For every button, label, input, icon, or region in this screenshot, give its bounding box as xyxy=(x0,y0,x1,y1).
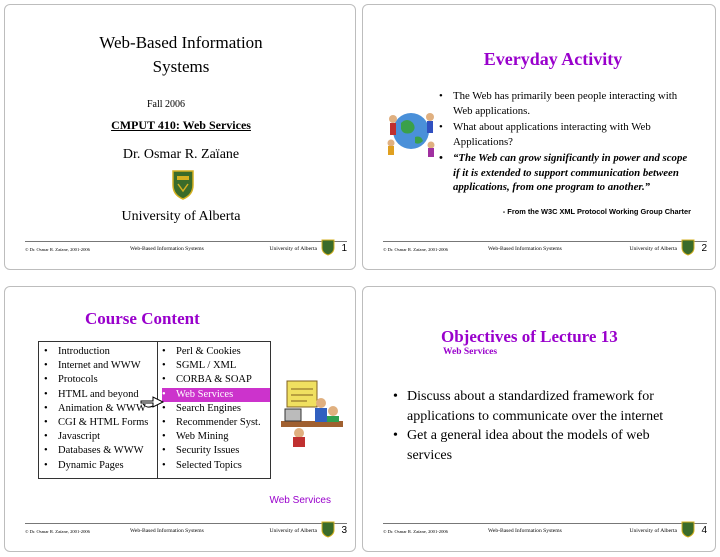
footer-copyright: © Dr. Osmar R. Zaïane, 2001-2006 xyxy=(25,529,90,534)
footer-university: University of Alberta xyxy=(269,246,317,252)
slide-number: 2 xyxy=(701,243,707,254)
list-item: • Dynamic Pages xyxy=(44,459,158,473)
slide-title: Objectives of Lecture 13 xyxy=(441,327,618,346)
slide-subtitle: Web Services xyxy=(443,347,498,357)
footer-course: Web-Based Information Systems xyxy=(488,246,562,252)
list-item: • Perl & Cookies xyxy=(162,345,270,359)
footer-copyright: © Dr. Osmar R. Zaïane, 2001-2006 xyxy=(25,247,90,252)
slide-number: 3 xyxy=(341,525,347,536)
list-item: • Introduction xyxy=(44,345,158,359)
bullet-list xyxy=(439,89,691,195)
footer-crest-icon xyxy=(681,239,695,256)
quote-attribution: - From the W3C XML Protocol Working Group Charter xyxy=(502,207,691,216)
list-item: • Selected Topics xyxy=(162,459,270,473)
footer-copyright: © Dr. Osmar R. Zaïane, 2001-2006 xyxy=(383,247,448,252)
list-item: • Web Mining xyxy=(162,430,270,444)
slide-footer xyxy=(25,523,347,540)
list-item: • Protocols xyxy=(44,373,158,387)
footer-course: Web-Based Information Systems xyxy=(130,528,204,534)
list-item: • Search Engines xyxy=(162,402,270,416)
bullet-item: • Get a general idea about the models of web services xyxy=(393,426,693,465)
bullet-item: • The Web has primarily been people interacting with Web applications. xyxy=(439,89,691,118)
slide-title: Everyday Activity xyxy=(483,49,623,69)
slide-1 xyxy=(4,4,356,270)
slide-4 xyxy=(362,286,716,552)
slide-footer xyxy=(383,241,707,258)
slide-title: Course Content xyxy=(85,309,200,328)
slide-title: Web-Based Information Systems xyxy=(99,33,263,76)
footer-course: Web-Based Information Systems xyxy=(130,246,204,252)
footer-crest-icon xyxy=(321,239,335,256)
course-label: CMPUT 410: Web Services xyxy=(111,118,251,132)
footer-crest-icon xyxy=(681,521,695,538)
list-item: • CORBA & SOAP xyxy=(162,373,270,387)
footer-course: Web-Based Information Systems xyxy=(488,528,562,534)
list-item: • Security Issues xyxy=(162,444,270,458)
bullet-item: • What about applications interacting with Web Applications? xyxy=(439,120,691,149)
bullet-item-quote: • “The Web can grow significantly in power and scope if it is extended to support communication between applications, from one program to another.” xyxy=(439,151,691,195)
list-item: • CGI & HTML Forms xyxy=(44,416,158,430)
pointing-hand-icon xyxy=(139,393,165,411)
university-crest-icon xyxy=(171,169,195,201)
term-label: Fall 2006 xyxy=(147,99,186,110)
list-item: • Animation & WWW xyxy=(44,402,158,416)
office-workers-clipart-icon xyxy=(277,379,347,447)
footer-university: University of Alberta xyxy=(269,528,317,534)
footer-university: University of Alberta xyxy=(629,246,677,252)
objectives-list xyxy=(393,387,693,465)
list-item: • Recommender Syst. xyxy=(162,416,270,430)
lecture-tag: Web Services xyxy=(269,495,331,506)
bullet-item: • Discuss about a standardized framework for applications to communicate over the internet xyxy=(393,387,693,426)
list-item: • HTML and beyond xyxy=(44,388,158,402)
university-name: University of Alberta xyxy=(121,209,241,224)
list-item: • Javascript xyxy=(44,430,158,444)
slide-footer xyxy=(383,523,707,540)
slide-2 xyxy=(362,4,716,270)
footer-university: University of Alberta xyxy=(629,528,677,534)
slide-3 xyxy=(4,286,356,552)
globe-people-clipart-icon xyxy=(383,105,439,157)
list-item: • Databases & WWW xyxy=(44,444,158,458)
slide-footer xyxy=(25,241,347,258)
footer-copyright: © Dr. Osmar R. Zaïane, 2001-2006 xyxy=(383,529,448,534)
footer-crest-icon xyxy=(321,521,335,538)
slide-number: 1 xyxy=(341,243,347,254)
author-name: Dr. Osmar R. Zaïane xyxy=(122,147,240,162)
slide-number: 4 xyxy=(701,525,707,536)
course-topics-right xyxy=(162,345,270,473)
list-item: • Internet and WWW xyxy=(44,359,158,373)
list-item: • SGML / XML xyxy=(162,359,270,373)
list-item-highlighted: • Web Services xyxy=(162,388,270,402)
